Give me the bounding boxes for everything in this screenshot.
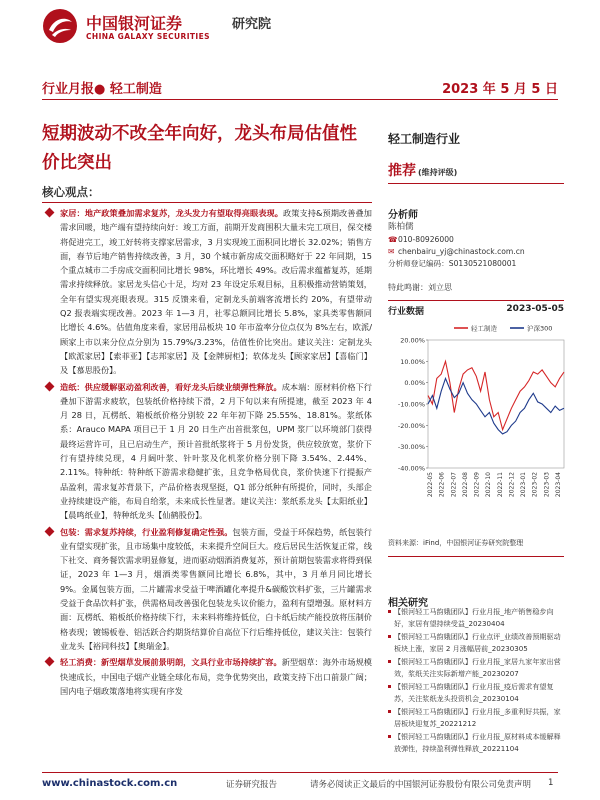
chart-title: 行业数据 xyxy=(388,307,425,317)
related-item[interactable]: 【银河轻工马韵娥团队】行业月报_疫后需求有望复苏，关注浆纸龙头投资机会_20230104 xyxy=(388,681,564,705)
diamond-bullet-icon xyxy=(45,208,55,218)
industry-name: 轻工制造行业 xyxy=(388,132,461,146)
email-address[interactable]: chenbairu_yj@chinastock.com.cn xyxy=(398,247,525,256)
x-tick-label: 2022-09 xyxy=(473,472,481,498)
x-tick-label: 2022-12 xyxy=(508,472,516,498)
x-tick-label: 2022-11 xyxy=(496,472,504,498)
analyst-cert: 分析师登记编码：S0130521080001 xyxy=(388,259,517,268)
x-tick-label: 2023-01 xyxy=(520,472,528,498)
email-icon: ✉ xyxy=(388,247,395,256)
paragraph-text: 成本端：原材料价格下行叠加下游需求疲软，包装纸价格持续下滑，2 月下旬以来有所提速，截至 2023 年 4 月 28 日，瓦楞纸、箱板纸价格分别较 22 年年初下降 25.55%、18.81%。浆纸体系：Arauco MAPA 项目已于 1 月 20 日生产出首批浆包，UPM 浆厂以环境部门获得最终运营许可，且已启动生产，预计首批纸浆将于 5 月份发货，供应较放宽，浆价下行有望持续兑现，4 月阔叶浆、针叶浆及化机浆价格分别下降 3.54%、2.44%、2.11%。特种纸：特种纸下游需求稳健扩张，且竞争格局优良，浆价快速下行提振产品盈利，需求复苏背景下，产品价格表现坚挺，Q1 部分纸种有所提价，同时，头部企业持续建设产能，布局自给浆，未来成长性显著。建议关注：浆纸系龙头【太阳纸业】【晨鸣纸业】，特种纸龙头【仙鹤股份】。 xyxy=(60,381,372,521)
paragraph-paper xyxy=(42,380,372,523)
x-tick-label: 2022-06 xyxy=(438,472,446,498)
analyst-label: 分析师 xyxy=(388,210,418,221)
report-body xyxy=(42,206,372,700)
report-title: 短期波动不改全年向好，龙头布局估值性价比突出 xyxy=(42,124,357,173)
divider xyxy=(388,300,564,301)
chart-source: 资料来源：iFind，中国银河证券研究院整理 xyxy=(388,539,524,547)
x-tick-label: 2022-10 xyxy=(485,472,493,498)
phone-number: 010-80926000 xyxy=(398,235,454,244)
y-tick-label: -30.00% xyxy=(397,443,425,452)
recommendation xyxy=(388,160,564,180)
chart-date: 2023-05-05 xyxy=(506,304,564,314)
y-tick-label: -40.00% xyxy=(397,464,425,473)
chart-header xyxy=(388,304,564,318)
y-tick-label: 20.00% xyxy=(400,336,425,345)
related-item[interactable]: 【银河轻工马韵娥团队】行业月报_多重利好共振，家居板块迎复苏_20221212 xyxy=(388,706,564,730)
industry-chart xyxy=(388,318,568,534)
diamond-bullet-icon xyxy=(45,381,55,391)
plot-frame xyxy=(428,340,564,468)
y-tick-label: 10.00% xyxy=(400,357,425,366)
paragraph-lead: 轻工消费：新型烟草发展前景明朗，文具行业市场持续扩容。 xyxy=(60,657,282,668)
related-item[interactable]: 【银河轻工马韵娥团队】行业点评_业绩改善预期驱动板块上涨，家居 2 月涨幅居前_20230305 xyxy=(388,631,564,655)
series-line-light-industry xyxy=(428,361,564,429)
report-date: 2023 年 5 月 5 日 xyxy=(442,82,558,97)
related-research-label: 相关研究 xyxy=(388,598,428,609)
footer-divider xyxy=(42,772,558,773)
phone-icon: ☎ xyxy=(388,235,398,244)
galaxy-logo-icon xyxy=(42,8,78,44)
related-research-list xyxy=(388,606,564,756)
x-tick-label: 2022-08 xyxy=(461,472,469,498)
x-tick-label: 2022-07 xyxy=(450,472,458,498)
paragraph-lead: 家居：地产政策叠加需求复苏，龙头发力有望取得亮眼表现。 xyxy=(60,208,284,218)
related-item[interactable]: 【银河轻工马韵娥团队】行业月报_家居九家年家出营效，浆纸关注实际新增产能_20230207 xyxy=(388,656,564,680)
paragraph-text: 新型烟草：海外市场规模快速成长，中国电子烟产业链全球化布局，竞争优势突出，政策支持下出口前景广阔；国内电子烟政策落地将实现有序发 xyxy=(60,657,372,696)
x-tick-label: 2023-03 xyxy=(543,472,551,498)
rating-note: (维持评级) xyxy=(418,168,458,177)
analyst-contact xyxy=(388,234,564,270)
institute-name: 研究院 xyxy=(232,17,272,32)
divider xyxy=(42,202,372,203)
paragraph-lead: 造纸：供应缓解驱动盈利改善，看好龙头后续业绩弹性释放。 xyxy=(60,381,282,392)
legend-label: 沪深300 xyxy=(527,324,553,333)
y-tick-label: 0.00% xyxy=(404,379,425,388)
footer-disclaimer: 请务必阅读正文最后的中国银河证券股份有限公司免责声明 xyxy=(310,780,532,790)
x-tick-label: 2022-05 xyxy=(427,472,434,498)
report-header-bar xyxy=(42,76,558,100)
y-tick-label: -20.00% xyxy=(397,421,425,430)
paragraph-text: 政策支持&预期改善叠加需求回暖，地产端有望持续向好：竣工方面，前期开发商围积大量未完工项目，保交楼将促进完工，竣工好转将支撑家居需求，3 月实现竣工面积同比增长 32.02%；销售方面，春节后地产销售持续改善，3 月，30 个城市新房成交面积略好于 22 年同期，15 个重点城市二手房成交面积同比增长 98%，环比增长 49%。改后需求蕴蓄复苏，延期需求持续释放。家居龙头信心十足，均对 23 年设定乐观目标，且积极推动营销策划，全年有望实现亮眼表现。315 反馈来看，定制龙头前端客流增长约 20%，有望带动 Q2 报表端实现改善。2023 年 1—3 月，社零总额同比增长 5.8%，家具类零售额同比增长 4.6%。估值角度来看，家居用品板块 10 年市盈率分位点仅为 8%左右，欧派/顾家上市以来分位点分别为 15.79%/3.23%，估值性价比突出。建议关注：定制龙头【欧派家居】【索菲亚】【志邦家居】及【金牌厨柜】；软体龙头【顾家家居】【喜临门】及【慕思股份】。 xyxy=(60,208,372,376)
related-item[interactable]: 【银河轻工马韵娥团队】行业月报_地产销售稳步向好，家居有望持续受益_20230404 xyxy=(388,606,564,630)
company-name-en: CHINA GALAXY SECURITIES xyxy=(86,32,210,41)
divider xyxy=(388,556,564,557)
footer-url[interactable]: www.chinastock.com.cn xyxy=(42,778,178,789)
legend-label: 轻工制造 xyxy=(471,324,497,333)
related-item[interactable]: 【银河轻工马韵娥团队】行业月报_原材料成本缓解释放弹性，持续盈利弹性释放_20221104 xyxy=(388,731,564,755)
report-type: 行业月报● 轻工制造 xyxy=(42,82,162,97)
paragraph-home-furnishing xyxy=(42,206,372,378)
analyst-name: 陈柏儒 xyxy=(388,222,414,232)
paragraph-lead: 包装：需求复苏持续，行业盈利修复确定性强。 xyxy=(60,526,233,537)
paragraph-light-consumer xyxy=(42,655,372,698)
series-line-csi300 xyxy=(428,378,564,434)
y-tick-label: -10.00% xyxy=(397,400,425,409)
company-name-cn: 中国银河证券 xyxy=(86,14,183,33)
paragraph-packaging xyxy=(42,525,372,654)
diamond-bullet-icon xyxy=(45,657,55,667)
acknowledgement: 特此鸣谢：刘立思 xyxy=(388,283,452,292)
page-number: 1 xyxy=(548,778,554,788)
x-tick-label: 2023-04 xyxy=(555,472,562,498)
core-view-label: 核心观点： xyxy=(42,185,100,199)
paragraph-text: 包装方面，受益于环保趋势，纸包装行业有望实现扩张，且市场集中度较低，未来提升空间巨大。疫后居民生活恢复正常，线下社交、商务餐饮需求明显修复，进而驱动烟酒消费复苏，预计前期包装需求将得到保证，2023 年 1—3 月，烟酒类零售额同比增长 6.8%，其中，3 月单月同比增长 9%。金属包装方面，二片罐需求受益于啤酒罐化率提升&碳酸饮料扩张，三片罐需求受益于食品饮料扩张，供需格局改善强化包装龙头议价能力，盈利有望增强。原材料方面：瓦楞纸、箱板纸价格持续下行，未来料将维持低位，白卡纸后续产能投放将压制价格表现；镀锡板卷、铝活跃合约期货结算价自高位下行后维持低位，建议关注：包装行业龙头【裕同科技】【奥瑞金】。 xyxy=(60,526,372,651)
divider xyxy=(388,183,564,184)
footer-category: 证券研究报告 xyxy=(226,780,278,790)
diamond-bullet-icon xyxy=(45,526,55,536)
recommendation-label: 推荐 xyxy=(388,163,416,179)
x-tick-label: 2023-02 xyxy=(531,472,539,498)
